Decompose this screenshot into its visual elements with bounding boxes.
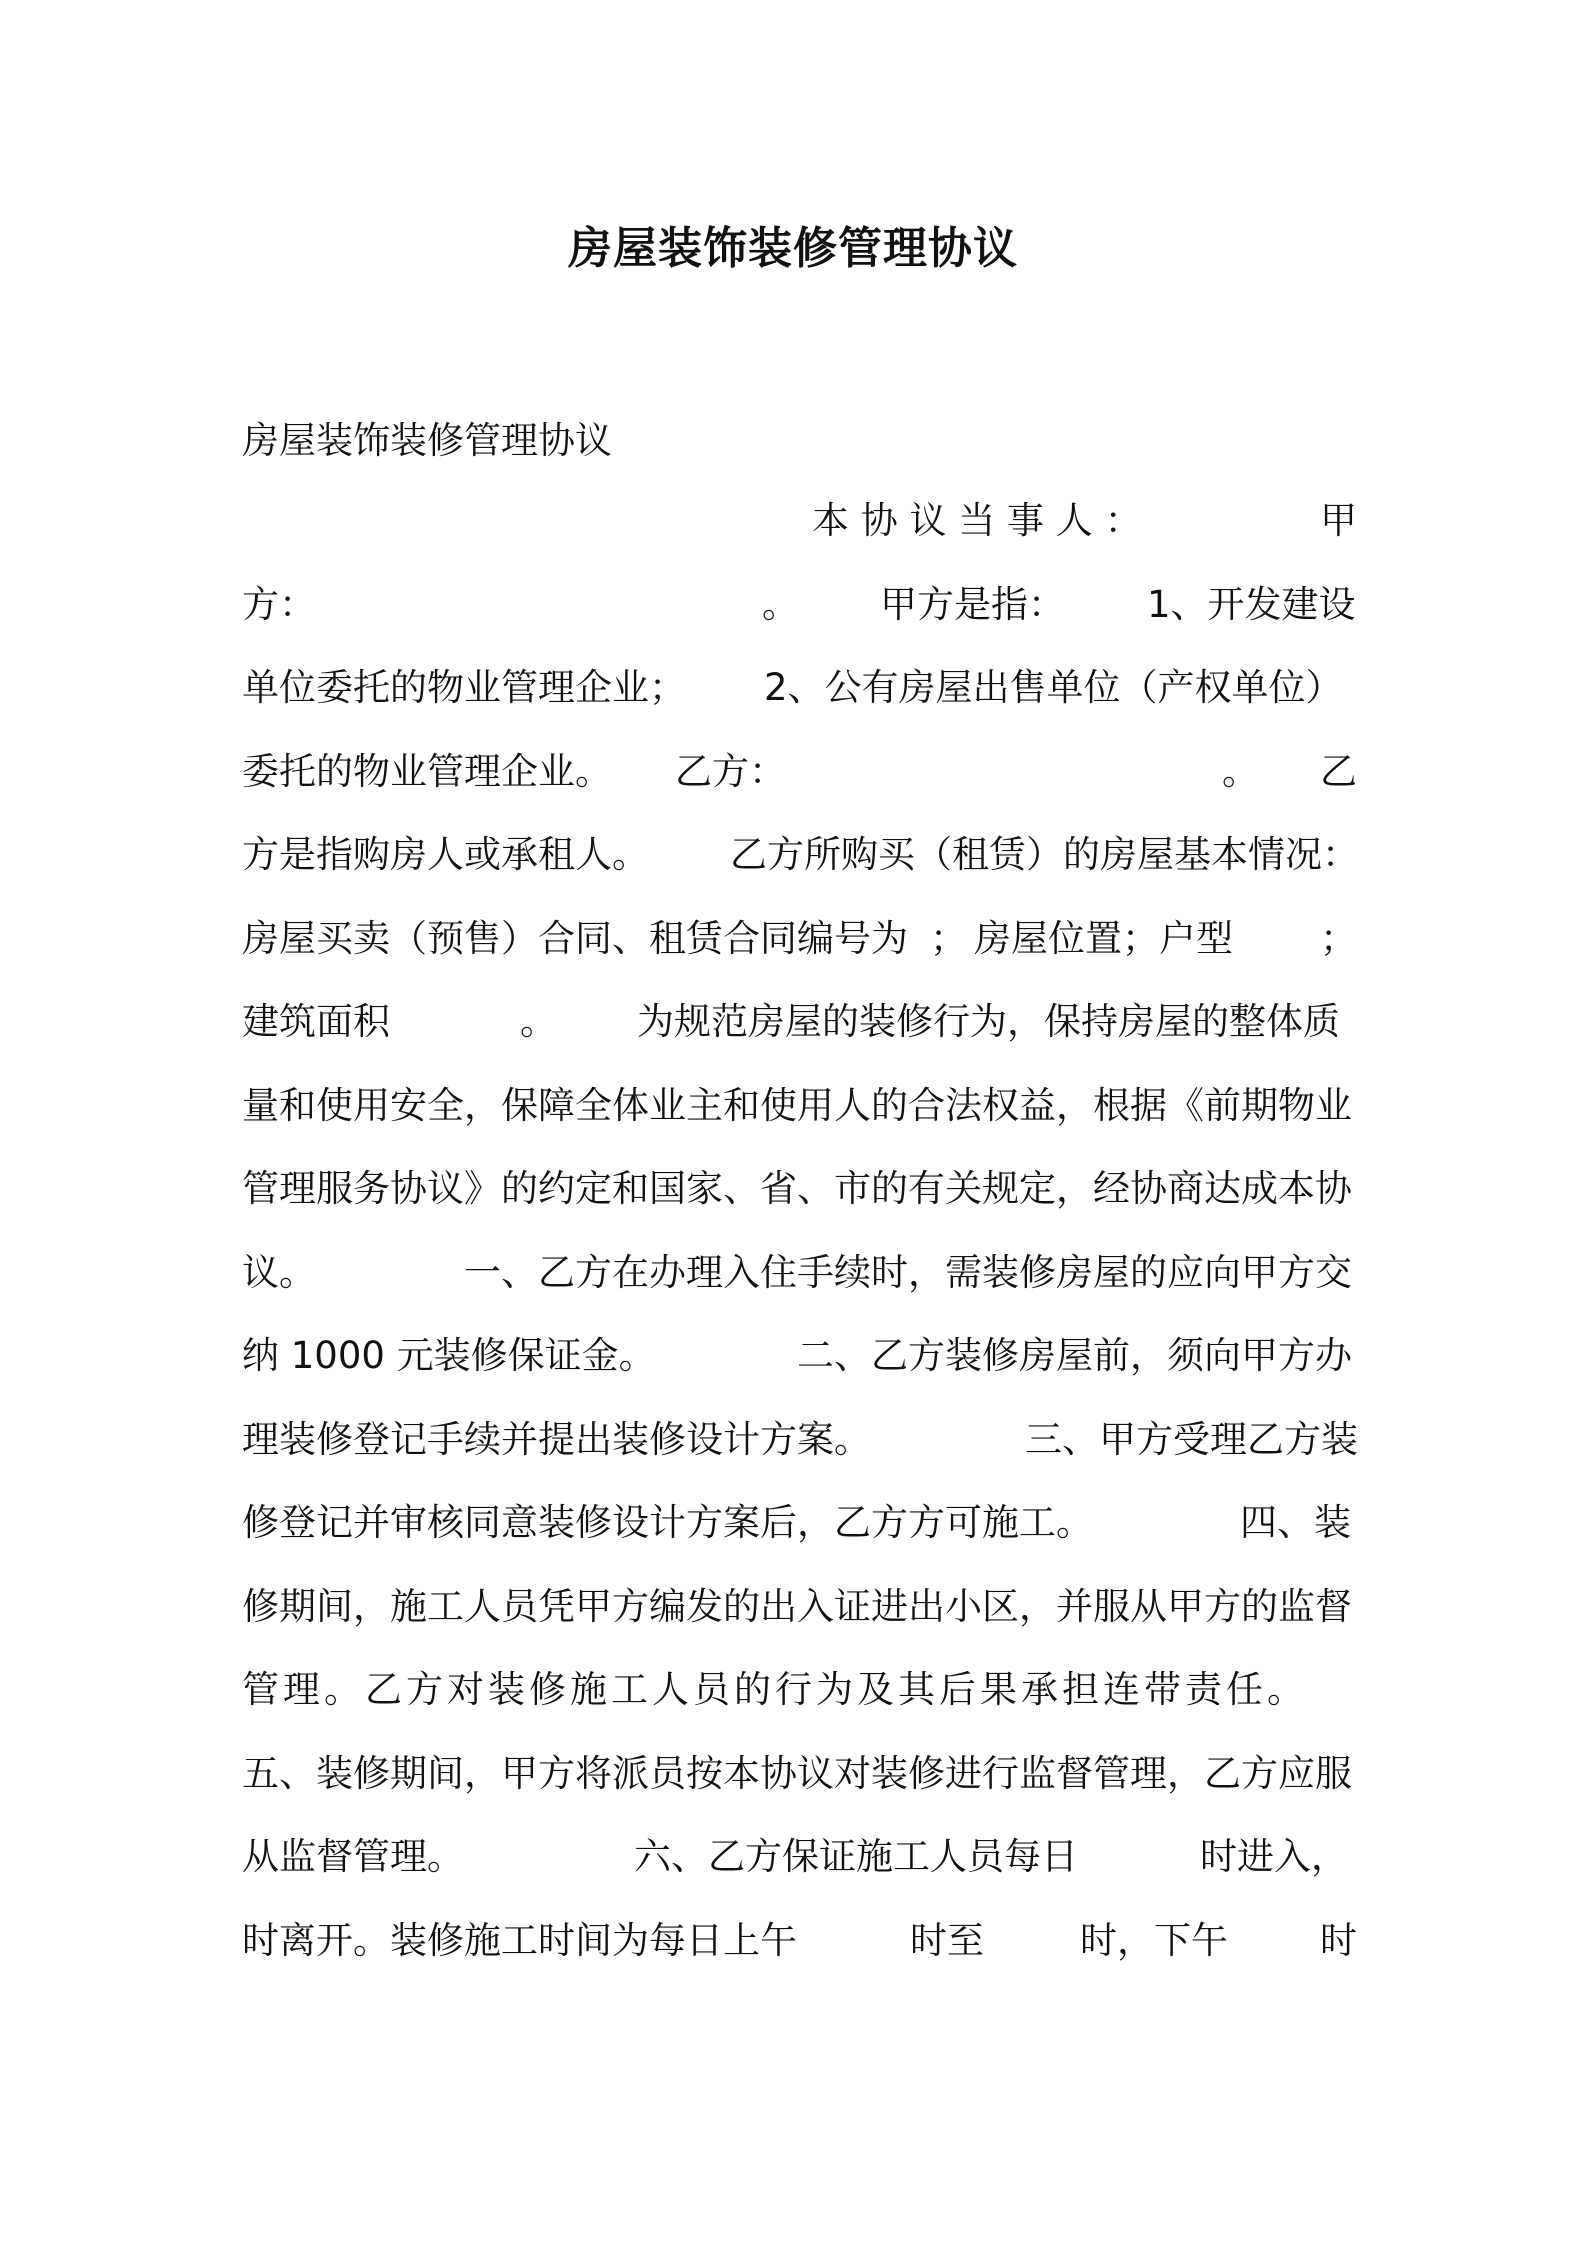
text-segment: 。 <box>1222 749 1259 793</box>
body-line <box>242 1158 1352 1242</box>
body-line <box>242 991 1352 1075</box>
text-segment: 方是指购房人或承租人。 <box>242 833 649 876</box>
text-segment: 理装修登记手续并提出装修设计方案。 <box>242 1417 871 1461</box>
body-line <box>242 657 1352 741</box>
text-segment: 量和使用安全，保障全体业主和使用人的合法权益，根据《前期物业 <box>242 1083 1352 1127</box>
text-segment: 五、装修期间，甲方将派员按本协议对装修进行监督管理，乙方应服 <box>242 1751 1352 1795</box>
text-segment: 管理。乙方对装修施工人员的行为及其后果承担连带责任。 <box>242 1668 1308 1711</box>
text-segment: 一、乙方在办理入住手续时，需装修房屋的应向甲方交 <box>464 1250 1352 1294</box>
text-segment: 从监督管理。 <box>242 1835 464 1878</box>
text-segment: 议。 <box>242 1250 316 1294</box>
body-line <box>242 1576 1352 1660</box>
text-segment: 为规范房屋的装修行为，保持房屋的整体质 <box>637 1000 1340 1043</box>
body-line <box>242 741 1357 825</box>
agreement-body <box>242 490 1359 1993</box>
text-segment: 房屋买卖（预售）合同、租赁合同编号为 <box>242 916 908 960</box>
text-segment: 时进入， <box>1200 1835 1348 1878</box>
body-line <box>242 1409 1358 1493</box>
body-line <box>242 1910 1357 1994</box>
text-segment: 房屋位置；户型 <box>974 916 1233 960</box>
text-segment: ； <box>930 916 967 960</box>
body-line <box>242 1075 1352 1159</box>
body-line <box>242 1492 1352 1576</box>
text-segment: 单位委托的物业管理企业； <box>242 666 686 709</box>
text-segment: ； <box>1320 916 1357 960</box>
text-segment: 乙方： <box>675 749 786 793</box>
text-segment: 建筑面积 <box>242 1000 390 1043</box>
body-line <box>242 1659 1352 1743</box>
text-segment: 修期间，施工人员凭甲方编发的出入证进出小区，并服从甲方的监督 <box>242 1584 1352 1628</box>
body-line <box>242 1325 1352 1409</box>
body-line <box>242 908 1357 992</box>
text-segment: 三、甲方受理乙方装 <box>1025 1417 1358 1461</box>
body-line <box>242 1826 1352 1910</box>
body-line <box>242 1743 1352 1827</box>
document-subtitle: 房屋装饰装修管理协议 <box>242 419 612 462</box>
body-line <box>242 574 1356 658</box>
text-segment: 甲方是指： <box>880 582 1065 626</box>
text-segment: 乙方所购买（租赁）的房屋基本情况： <box>730 833 1359 876</box>
text-segment: 时至 <box>910 1918 984 1962</box>
text-segment: 时 <box>1320 1918 1357 1962</box>
body-line <box>242 490 1357 574</box>
text-segment: 甲 <box>1320 499 1357 542</box>
text-segment: 2、公有房屋出售单位（产权单位） <box>764 666 1343 709</box>
text-segment: 时离开。装修施工时间为每日上午 <box>242 1918 797 1962</box>
text-segment: 1、开发建设 <box>1147 582 1356 626</box>
text-segment: 委托的物业管理企业。 <box>242 749 612 793</box>
text-segment: 。 <box>762 582 799 626</box>
text-segment: 纳 1000 元装修保证金。 <box>242 1334 656 1377</box>
text-segment: 乙 <box>1320 749 1357 793</box>
text-segment: 二、乙方装修房屋前，须向甲方办 <box>797 1334 1352 1377</box>
text-segment: 本 协 议 当 事 人 ： <box>812 499 1142 542</box>
text-segment: 时，下午 <box>1080 1918 1228 1962</box>
body-line <box>242 824 1359 908</box>
text-segment: 六、乙方保证施工人员每日 <box>634 1835 1078 1878</box>
text-segment: 修登记并审核同意装修设计方案后，乙方方可施工。 <box>242 1501 1093 1544</box>
document-title: 房屋装饰装修管理协议 <box>568 223 1018 274</box>
body-line <box>242 1242 1352 1326</box>
text-segment: 四、装 <box>1240 1501 1351 1544</box>
text-segment: 方： <box>242 582 316 626</box>
text-segment: 。 <box>520 1000 557 1043</box>
text-segment: 管理服务协议》的约定和国家、省、市的有关规定，经协商达成本协 <box>242 1167 1352 1210</box>
